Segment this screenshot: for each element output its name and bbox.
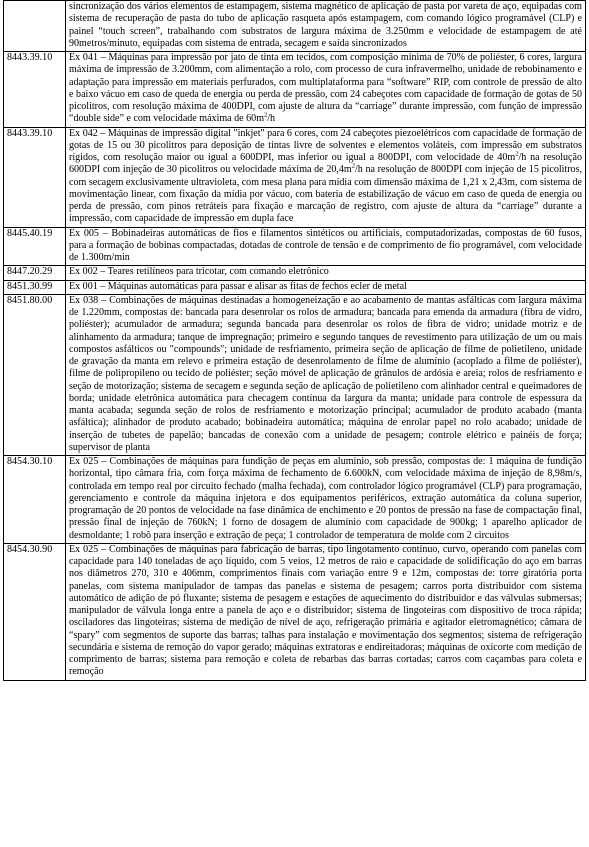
table-row — [4, 280, 586, 294]
table-row — [4, 52, 586, 128]
ncm-code: 8454.30.10 — [4, 456, 66, 544]
ncm-code — [4, 1, 66, 52]
description-text: Ex 038 – Combinações de máquinas destinadas a homogeneização e ao acabamento de mantas asfálticas com largura máxima de 1.220mm, compostas de: bancada para desenrolar os rolos de armadura; bancada para emenda da armadura (fibra de vidro, poliéster); acumulador de armadura; segunda bancada para desenrolar os rolos de fibra de vidro; unidade motriz e de alinhamento da armadura; tanque de impregnação; primeiro e segundo tanques de revestimento para utilização de um ou mais compostos asfálticos ou "compounds"; unidade de resfriamento, primeira seção de aplicação de filme de polietileno, unidade de gravação da manta em relevo e primeira estação de desenrolamento de filme de alumínio (acoplado a filme de poliéster), filme de polipropileno ou tecido de poliéster; seção móvel de aplicação de grânulos de ardósia e areia; rolos de resfriamento e seção de motorização; sistema de secagem e segunda seção de aplicação de polietileno com alinhador central e queimadores de borda; unidade eletrônica automática para checagem contínua da largura da manta; unidade para controle de espessura da manta acabada; segunda seção de rolos de resfriamento e motorização principal; acumulador de produto acabado (manta asfáltica); alinhador de produto acabado; bobinadeira automática; máquina de enrolar papel no rolo acabado; unidade de inserção de tubetes de papelão; bancadas de conexão com a unidade de pesagem; controle elétrico e painéis de força; supervisor de planta — [69, 294, 582, 453]
description-text: /h na resolução 600DPI com injeção de 30 picolitros ou velocidade máxima de 20,4m — [69, 152, 582, 176]
description-text: Ex 042 – Máquinas de impressão digital "inkjet" para 6 cores, com 24 cabeçotes piezoelétricos com capacidade de formação de gotas de 15 ou 30 picolitros para deposição de tintas livre de solventes e elementos voláteis, com impressão em substratos rígidos, com resolução maior ou igual a 600DPI, mas inferior ou igual a 800DPI, com velocidade de 40m — [69, 127, 582, 163]
ex-description — [66, 456, 586, 544]
ncm-code: 8443.39.10 — [4, 52, 66, 128]
table-row — [4, 456, 586, 544]
description-text: /h na resolução de 800DPI com injeção de 15 picolitros, com secagem exclusivamente ultravioleta, com mesa plana para mídia com dimensão máxima de 1,21 x 2,43m, com sistema de movimentação linear, com fixação da mídia por vácuo, com bateria de estabilização de vácuo em caso de queda de energia ou perda de pressão, com pinos retráteis para fixação e marcação de registro, com ajuste de altura da “carriage” durante a impressão, com capacidade de impressão em dupla face — [69, 164, 583, 225]
ex-description — [66, 280, 586, 294]
table-row — [4, 227, 586, 266]
ex-description — [66, 266, 586, 280]
superscript: 2 — [264, 111, 268, 119]
description-text: Ex 041 – Máquinas para impressão por jato de tinta em tecidos, com composição mínima de 70% de poliéster, 6 cores, largura máxima de impressão de 3.200mm, com alimentação a rolo, com processo de cura infravermelho, unidade de rebobinamento e adaptação para impressão em materiais perfurados, com multiplataforma para “software” RIP, com controle de pressão de alto e baixo vácuo em caso de queda de energia ou perda de pressão, com 24 cabeçotes com capacidade de formação de gotas de 50 picolitros, com resolução máxima de 400DPI, com ajuste de altura da “carriage” durante impressão, com função de impressão “double side” e com velocidade máxima de 60m — [69, 52, 582, 125]
table-row — [4, 294, 586, 455]
table-row — [4, 127, 586, 227]
description-text: Ex 025 – Combinações de máquinas para fabricação de barras, tipo lingotamento contínuo, curvo, operando com panelas com capacidade para 140 toneladas de aço líquido, com 5 veios, 12 metros de raio e capacidade de solidificação do aço em barras nos diâmetros 270, 310 e 406mm, comprimentos finais com variação entre 9 e 12m, compostas de: torre giratória porta panelas, com sistema manipulador de tampas das panelas e sistema de pesagem; carros porta distribuidor com sistema automático de adição de pó fluxante; sistema de pesagem e estações de aquecimento do distribuidor e das válvulas submersas; manipulador de válvula longa entre a panela de aço e o distribuidor; sistema de lingoteiras com dispositivo de troca rápida; osciladores das lingoteiras; sistema de medição de nível de aço, refrigeração primária e agitador eletromagnético; câmara de “spary” com segmentos de suporte das barras; talhas para instalação e movimentação dos segmentos; sistema de refrigeração secundária e sistema de remoção do vapor gerado; máquinas extratoras e endireitadoras; máquinas de oxicorte com medição de comprimento de barras; sistema para remoção e coleta de rebarbas das barras cortadas; carros com caçambas para coleta e remoção — [69, 543, 582, 678]
description-text: Ex 001 – Máquinas automáticas para passar e alisar as fitas de fechos ecler de metal — [69, 280, 407, 292]
ex-description — [66, 543, 586, 680]
ex-description — [66, 294, 586, 455]
ex-description — [66, 127, 586, 227]
ncm-code: 8447.20.29 — [4, 266, 66, 280]
description-text: Ex 002 – Teares retilíneos para tricotar, com comando eletrônico — [69, 266, 329, 278]
superscript: 2 — [351, 162, 355, 170]
superscript: 2 — [515, 150, 519, 158]
ex-description — [66, 227, 586, 266]
ncm-code: 8451.30.99 — [4, 280, 66, 294]
ex-description — [66, 52, 586, 128]
table-row — [4, 543, 586, 680]
description-text: Ex 025 – Combinações de máquinas para fundição de peças em alumínio, sob pressão, compostas de: 1 máquina de fundição horizontal, tipo câmara fria, com força máxima de fechamento de 6.600kN, com velocidade máxima de injeção de 8,98m/s, controlada em tempo real por circuito fechado (malha fechada), com controlador lógico programável (CLP) para programação, gerenciamento e controle da máquina injetora e dos equipamentos periféricos, extração automática da coluna superior, programação de 20 pontos de velocidade na fase dinâmica de enchimento e 20 pontos de pressão na fase de compactação final, pressão final de injeção de 760kN; 1 forno de dosagem de alumínio com capacidade de 900kg; 1 aparelho aplicador de desmoldante; 1 robô para inserção e extração de peça; 1 controlador de temperatura de molde com 2 circuitos — [69, 456, 582, 541]
table-row — [4, 1, 586, 52]
ncm-code: 8443.39.10 — [4, 127, 66, 227]
description-tail: /h — [267, 113, 276, 125]
ex-description — [66, 1, 586, 52]
table-row — [4, 266, 586, 280]
ncm-code: 8445.40.19 — [4, 227, 66, 266]
ncm-code: 8451.80.00 — [4, 294, 66, 455]
description-text: sincronização dos vários elementos de estampagem, sistema magnético de aplicação de pasta por vareta de aço, equipadas com sistema de recuperação de pasta do tubo de aplicação rasqueta após estampagem, com comando lógico programável (CLP) e painel “touch screen”, trabalhando com substratos de largura máxima de 3.250mm e velocidade de estampagem de até 90metros/minuto, equipadas com sistema de entrada, secagem e saída sincronizados — [69, 1, 582, 49]
tariff-table — [3, 0, 586, 681]
description-text: Ex 005 – Bobinadeiras automáticas de fios e filamentos sintéticos ou artificiais, computadorizadas, compostas de 60 fusos, para a formação de bobinas compactadas, dotadas de controle de tensão e de comprimento de fio programável, com velocidade de 1.300m/min — [69, 227, 582, 263]
ncm-code: 8454.30.90 — [4, 543, 66, 680]
